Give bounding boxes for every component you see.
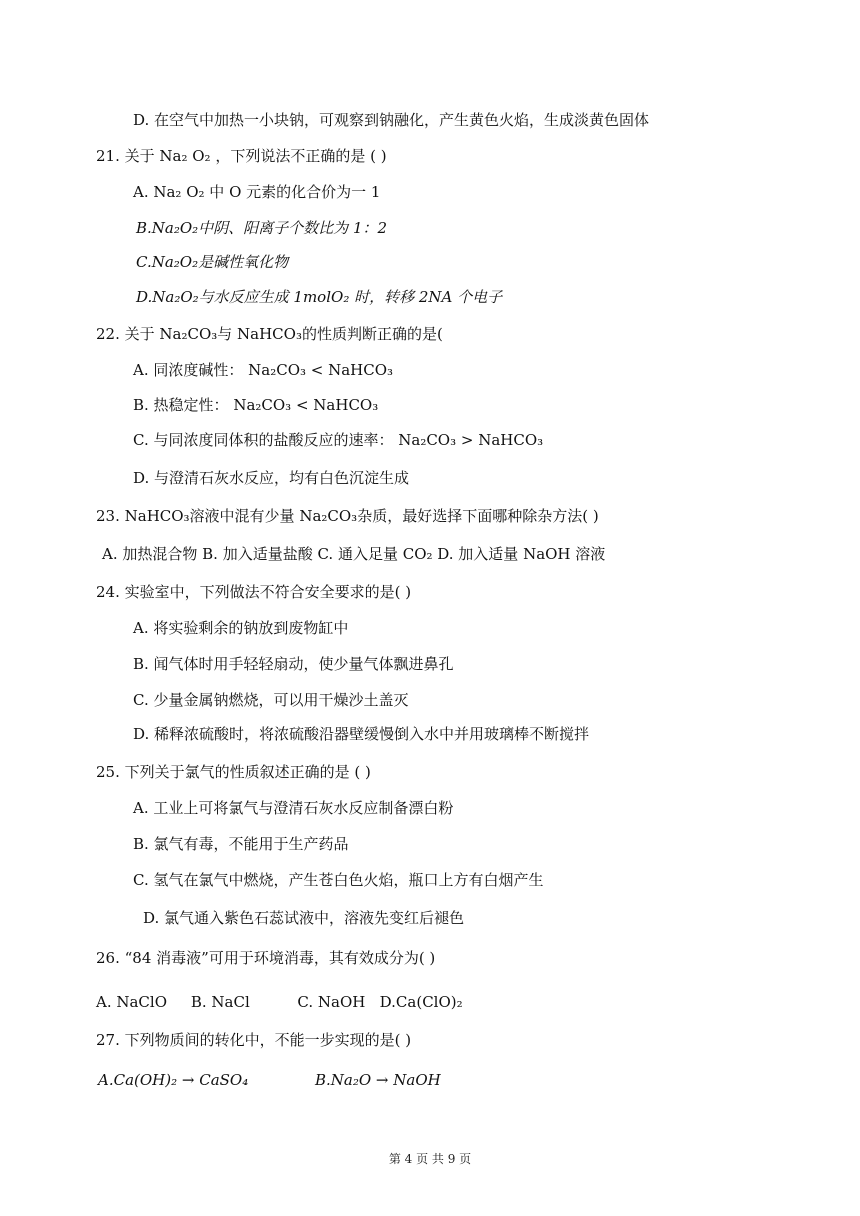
question-24-option-a: A. 将实验剩余的钠放到废物缸中 [133,619,349,637]
question-25-option-a: A. 工业上可将氯气与澄清石灰水反应制备漂白粉 [133,799,454,817]
page-footer: 第 4 页 共 9 页 [388,1152,472,1166]
question-26-stem: 26. “84 消毒液”可用于环境消毒，其有效成分为( ) [96,949,436,967]
question-25-option-c: C. 氢气在氯气中燃烧，产生苍白色火焰，瓶口上方有白烟产生 [133,871,544,889]
question-25-option-d: D. 氯气通入紫色石蕊试液中，溶液先变红后褪色 [143,909,465,927]
question-24-option-b: B. 闻气体时用手轻轻扇动，使少量气体飘进鼻孔 [133,655,454,673]
question-22-option-b: B. 热稳定性： Na₂CO₃ < NaHCO₃ [133,396,379,414]
question-24-option-c: C. 少量金属钠燃烧，可以用干燥沙土盖灭 [133,691,409,709]
question-21-option-c: C.Na₂O₂是碱性氧化物 [136,253,289,271]
question-21-option-a: A. Na₂ O₂ 中 O 元素的化合价为一 1 [133,183,381,201]
question-23-stem: 23. NaHCO₃溶液中混有少量 Na₂CO₃杂质，最好选择下面哪种除杂方法( ) [96,507,599,525]
question-22-stem: 22. 关于 Na₂CO₃与 NaHCO₃的性质判断正确的是( [96,325,443,343]
question-22-option-d: D. 与澄清石灰水反应，均有白色沉淀生成 [133,469,410,487]
question-20-option-d: D. 在空气中加热一小块钠，可观察到钠融化，产生黄色火焰，生成淡黄色固体 [133,111,650,129]
question-22-option-c: C. 与同浓度同体积的盐酸反应的速率： Na₂CO₃ > NaHCO₃ [133,431,544,449]
question-25-stem: 25. 下列关于氯气的性质叙述正确的是 ( ) [96,763,371,781]
question-21-stem: 21. 关于 Na₂ O₂ ，下列说法不正确的是 ( ) [96,147,387,165]
question-24-option-d: D. 稀释浓硫酸时，将浓硫酸沿器壁缓慢倒入水中并用玻璃棒不断搅拌 [133,725,590,743]
question-21-option-b: B.Na₂O₂中阴、阳离子个数比为 1：2 [136,219,388,237]
question-27-stem: 27. 下列物质间的转化中，不能一步实现的是( ) [96,1031,412,1049]
question-27-options: A.Ca(OH)₂ → CaSO₄ B.Na₂O → NaOH [98,1071,441,1089]
question-25-option-b: B. 氯气有毒，不能用于生产药品 [133,835,349,853]
question-24-stem: 24. 实验室中，下列做法不符合安全要求的是( ) [96,583,412,601]
question-22-option-a: A. 同浓度碱性： Na₂CO₃ < NaHCO₃ [133,361,394,379]
question-23-options: A. 加热混合物 B. 加入适量盐酸 C. 通入足量 CO₂ D. 加入适量 NaOH 溶液 [102,545,606,563]
question-26-options: A. NaClO B. NaCl C. NaOH D.Ca(ClO)₂ [96,993,463,1011]
question-21-option-d: D.Na₂O₂与水反应生成 1molO₂ 时，转移 2NA 个电子 [136,288,503,306]
